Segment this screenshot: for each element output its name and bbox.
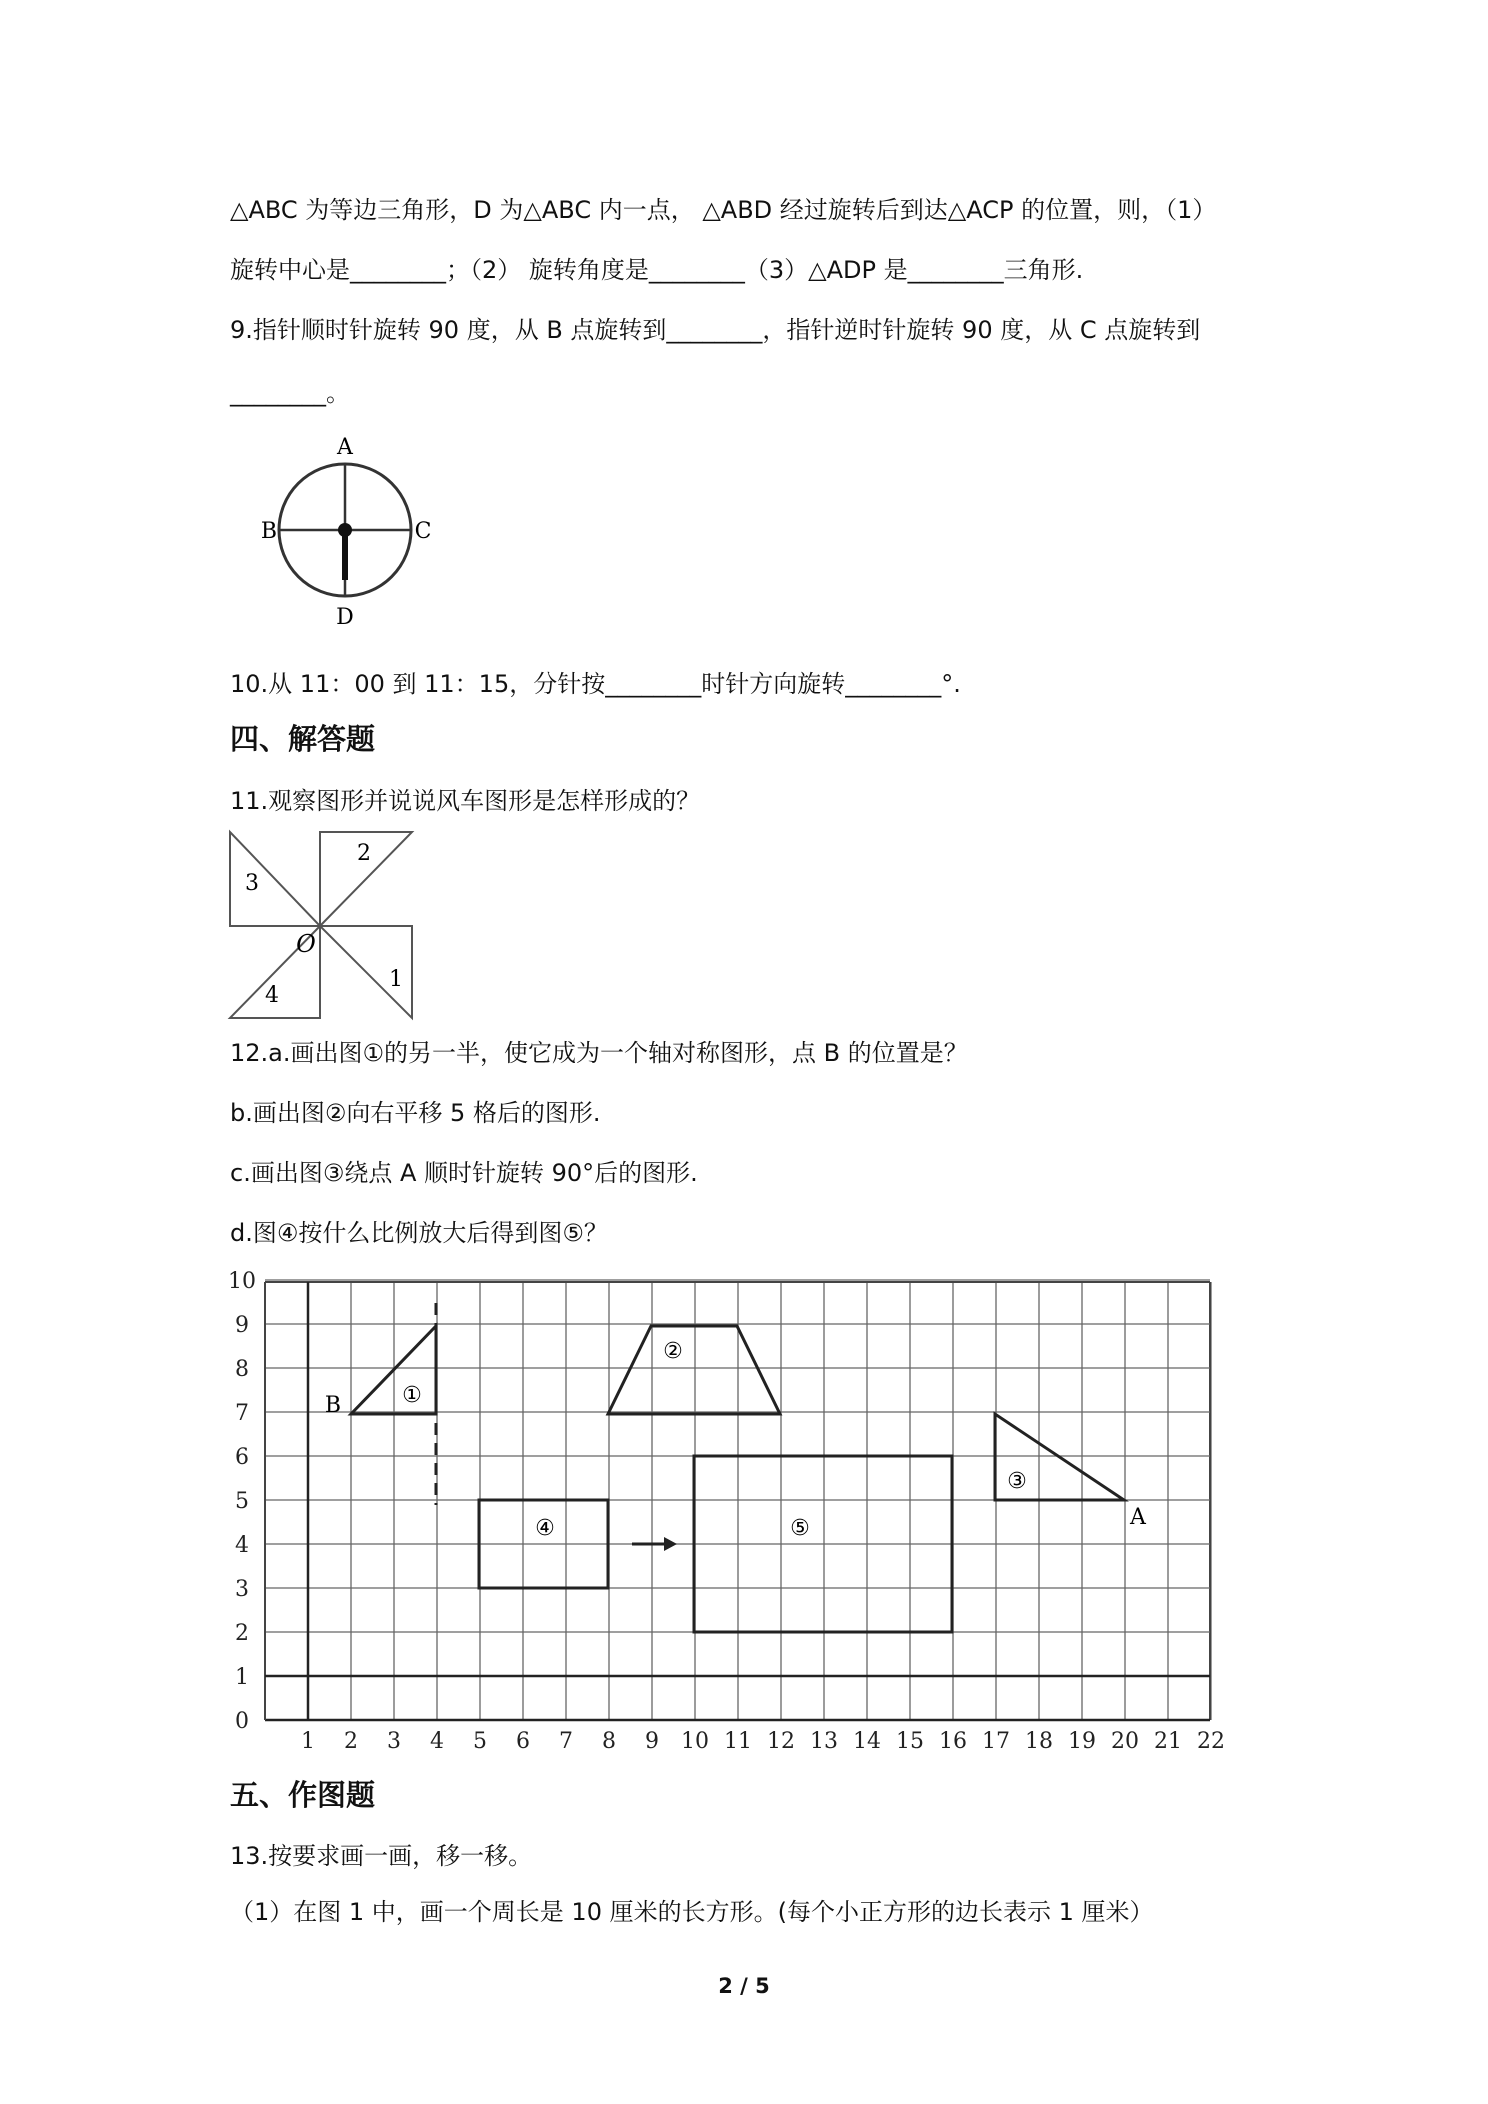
section-4-heading: 四、解答题: [230, 722, 376, 756]
clock-label-c: C: [414, 519, 432, 544]
windmill-label-3: 3: [245, 871, 259, 896]
x-tick-label: 18: [1025, 1729, 1053, 1754]
x-tick-label: 19: [1068, 1729, 1096, 1754]
x-tick-label: 10: [681, 1729, 709, 1754]
windmill-label-o: O: [296, 930, 316, 958]
q9-line-1: 9.指针顺时针旋转 90 度，从 B 点旋转到________，指针逆时针旋转 90 度，从 C 点旋转到: [230, 316, 1201, 344]
q12-line-d: d.图④按什么比例放大后得到图⑤？: [230, 1219, 608, 1247]
x-tick-label: 6: [516, 1729, 530, 1754]
x-tick-label: 15: [896, 1729, 924, 1754]
shape-3-label: ③: [1007, 1469, 1027, 1494]
x-tick-label: 21: [1154, 1729, 1182, 1754]
shape-1-label: ①: [402, 1383, 422, 1408]
y-tick-label: 1: [235, 1665, 249, 1690]
q8-line-1: △ABC 为等边三角形，D 为△ABC 内一点， △ABD 经过旋转后到达△ACP 的位置，则，（1）: [230, 196, 1217, 224]
x-tick-label: 3: [387, 1729, 401, 1754]
clock-label-a: A: [337, 435, 353, 460]
label-a: A: [1130, 1505, 1146, 1530]
x-tick-label: 1: [301, 1729, 315, 1754]
x-tick-label: 4: [430, 1729, 444, 1754]
q12-line-c: c.画出图③绕点 A 顺时针旋转 90°后的图形.: [230, 1159, 698, 1187]
y-tick-label: 7: [235, 1401, 249, 1426]
windmill-label-2: 2: [357, 841, 371, 866]
shape-5-label: ⑤: [790, 1516, 810, 1541]
x-tick-label: 11: [724, 1729, 752, 1754]
arrow-head: [664, 1537, 677, 1551]
x-tick-label: 17: [982, 1729, 1010, 1754]
page-number: 2 / 5: [718, 1974, 770, 1998]
q9-line-2: ________。: [230, 379, 350, 407]
q11-line: 11.观察图形并说说风车图形是怎样形成的？: [230, 787, 701, 815]
label-b: B: [324, 1393, 342, 1418]
windmill-label-1: 1: [389, 967, 403, 992]
x-tick-label: 2: [344, 1729, 358, 1754]
y-tick-label: 6: [235, 1445, 249, 1470]
x-tick-label: 5: [473, 1729, 487, 1754]
y-tick-label: 9: [235, 1313, 249, 1338]
q12-line-a: 12.a.画出图①的另一半，使它成为一个轴对称图形，点 B 的位置是？: [230, 1039, 968, 1067]
x-tick-label: 8: [602, 1729, 616, 1754]
y-tick-label: 2: [235, 1621, 249, 1646]
y-tick-label: 3: [235, 1577, 249, 1602]
q10-line: 10.从 11：00 到 11：15，分针按________时针方向旋转________°.: [230, 670, 961, 698]
shape-4-label: ④: [535, 1516, 555, 1541]
shape-2-label: ②: [663, 1339, 683, 1364]
y-tick-label: 5: [235, 1489, 249, 1514]
x-tick-label: 13: [810, 1729, 838, 1754]
x-tick-label: 14: [853, 1729, 881, 1754]
x-tick-label: 22: [1197, 1729, 1225, 1754]
y-tick-label: 10: [228, 1269, 256, 1294]
q13-line: 13.按要求画一画，移一移。: [230, 1842, 533, 1870]
y-tick-label: 8: [235, 1357, 249, 1382]
y-tick-label: 0: [235, 1709, 249, 1734]
clock-label-b: B: [260, 519, 278, 544]
shape-2-trapezoid: [608, 1326, 780, 1414]
x-tick-label: 20: [1111, 1729, 1139, 1754]
x-tick-label: 16: [939, 1729, 967, 1754]
windmill-label-4: 4: [265, 983, 279, 1008]
q12-line-b: b.画出图②向右平移 5 格后的图形.: [230, 1099, 601, 1127]
clock-label-d: D: [336, 605, 354, 630]
x-tick-label: 7: [559, 1729, 573, 1754]
q8-line-2: 旋转中心是________；（2） 旋转角度是________（3）△ADP 是________三角形.: [230, 256, 1084, 284]
section-5-heading: 五、作图题: [230, 1778, 376, 1812]
y-tick-label: 4: [235, 1533, 249, 1558]
x-tick-label: 9: [645, 1729, 659, 1754]
x-tick-label: 12: [767, 1729, 795, 1754]
q13-part-1-line: （1）在图 1 中，画一个周长是 10 厘米的长方形。(每个小正方形的边长表示 1 厘米）: [230, 1898, 1154, 1926]
